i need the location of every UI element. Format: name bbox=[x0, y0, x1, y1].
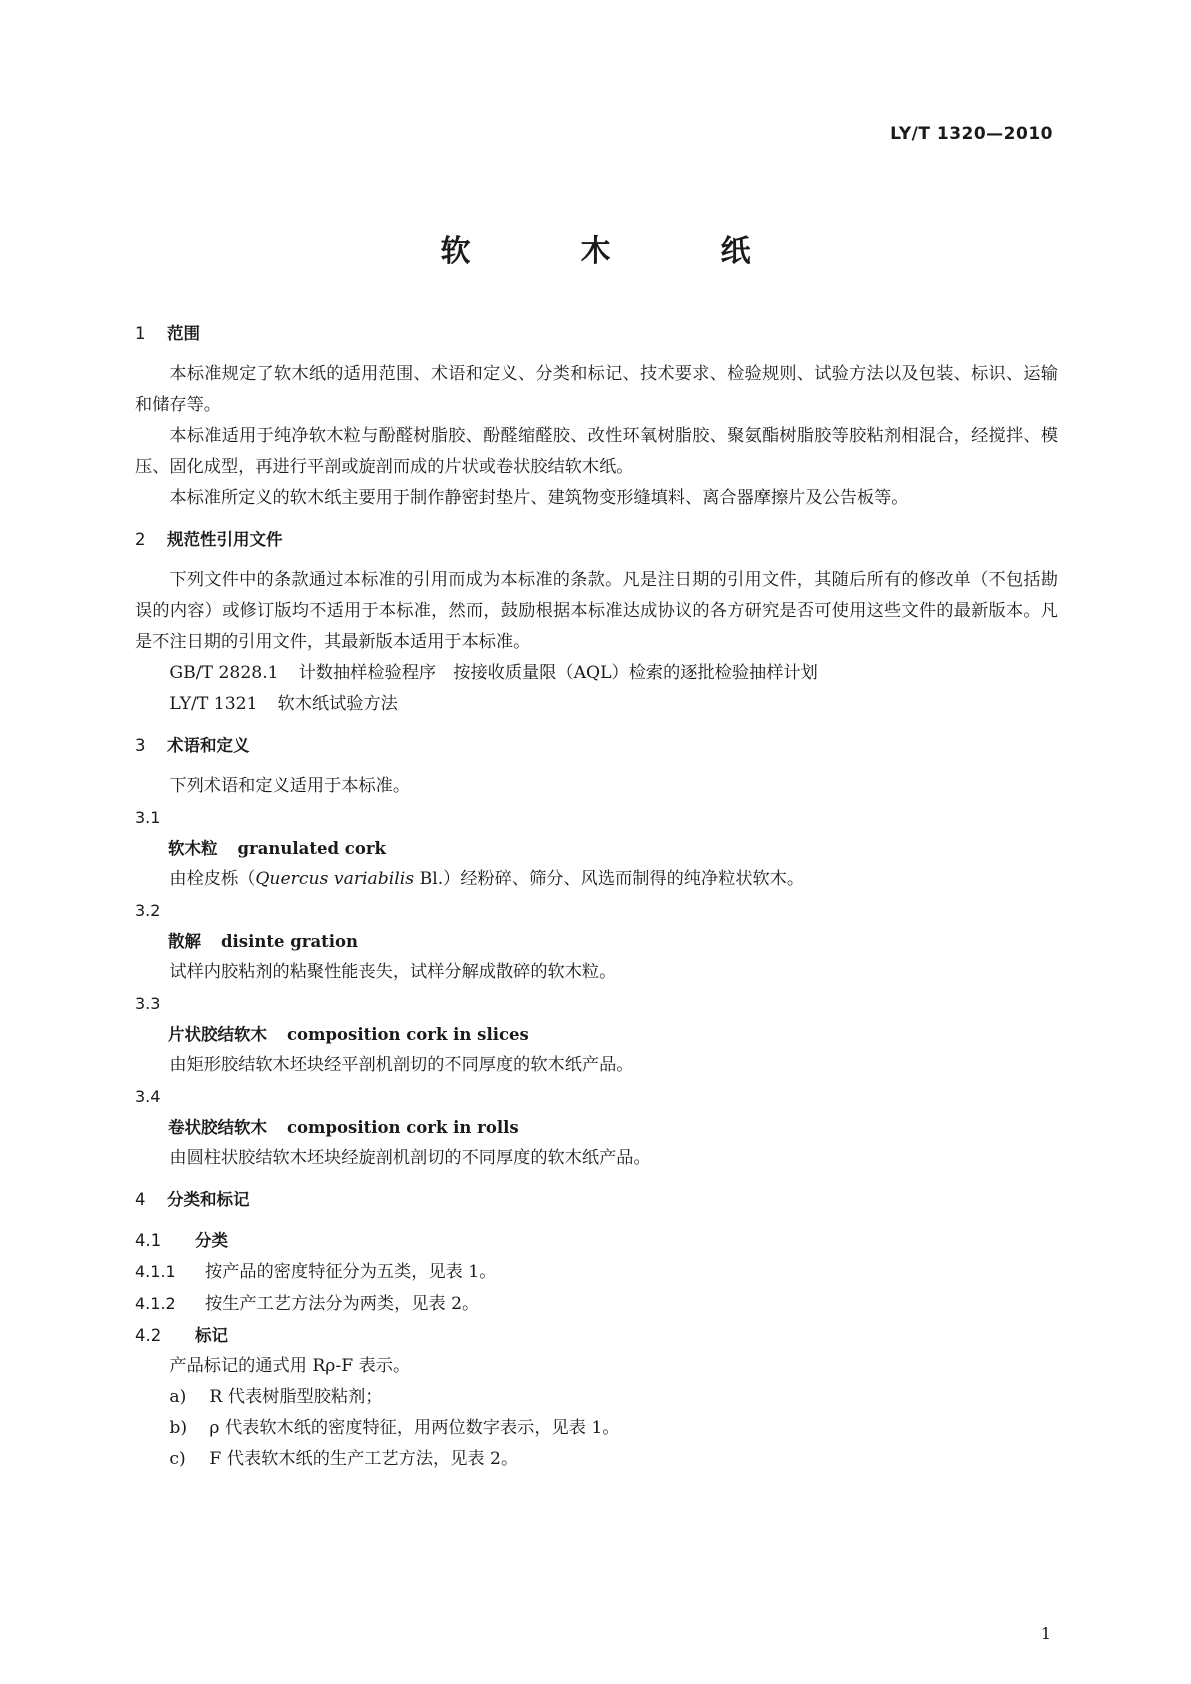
section-number: 4 bbox=[135, 1190, 146, 1209]
section-heading-terms bbox=[135, 730, 1058, 761]
section-title: 规范性引用文件 bbox=[167, 530, 283, 549]
list-item bbox=[135, 1382, 1058, 1413]
list-item bbox=[135, 1413, 1058, 1444]
list-text: R 代表树脂型胶粘剂； bbox=[209, 1387, 383, 1407]
clause-number: 4.1.1 bbox=[135, 1262, 176, 1281]
list-marker: b) bbox=[169, 1418, 188, 1438]
term-number: 3.3 bbox=[135, 994, 161, 1013]
section-number: 1 bbox=[135, 324, 146, 343]
section-number: 3 bbox=[135, 736, 146, 755]
paragraph: 本标准所定义的软木纸主要用于制作静密封垫片、建筑物变形缝填料、离合器摩擦片及公告板等。 bbox=[169, 488, 909, 508]
subsection-heading-marking bbox=[135, 1320, 1058, 1351]
section-title: 分类和标记 bbox=[167, 1190, 250, 1209]
term-zh: 卷状胶结软木 bbox=[168, 1118, 267, 1137]
subsection-number: 4.2 bbox=[135, 1326, 162, 1345]
standard-number: LY/T 1320—2010 bbox=[890, 124, 1053, 144]
clause-text: 按产品的密度特征分为五类，见表 1。 bbox=[205, 1262, 497, 1282]
term-en: composition cork in rolls bbox=[287, 1118, 519, 1137]
document-title: 软 木 纸 bbox=[440, 234, 791, 269]
paragraph: 本标准适用于纯净软木粒与酚醛树脂胶、酚醛缩醛胶、改性环氧树脂胶、聚氨酯树脂胶等胶粘剂相混合，经搅拌、模压、固化成型，再进行平剖或旋剖而成的片状或卷状胶结软木纸。 bbox=[135, 426, 1058, 477]
reference-code: LY/T 1321 bbox=[169, 694, 258, 714]
subsection-number: 4.1 bbox=[135, 1231, 162, 1250]
term-number: 3.1 bbox=[135, 808, 161, 827]
term-name bbox=[135, 833, 1058, 864]
clause bbox=[135, 1256, 1058, 1288]
definition-text: Bl.）经粉碎、筛分、风选而制得的纯净粒状软木。 bbox=[414, 869, 805, 889]
list-marker: a) bbox=[169, 1387, 187, 1407]
list-marker: c) bbox=[169, 1449, 186, 1469]
term-zh: 软木粒 bbox=[168, 839, 218, 858]
definition-text: 由栓皮栎（ bbox=[169, 869, 256, 889]
term-en: composition cork in slices bbox=[287, 1025, 529, 1044]
reference-item bbox=[135, 658, 1058, 689]
clause-number: 4.1.2 bbox=[135, 1294, 176, 1313]
list-item bbox=[135, 1444, 1058, 1475]
section-title: 术语和定义 bbox=[167, 736, 250, 755]
paragraph: 下列文件中的条款通过本标准的引用而成为本标准的条款。凡是注日期的引用文件，其随后所有的修改单（不包括勘误的内容）或修订版均不适用于本标准，然而，鼓励根据本标准达成协议的各方研究是否可使用这些文件的最新版本。凡是不注日期的引用文件，其最新版本适用于本标准。 bbox=[135, 570, 1058, 652]
term-definition bbox=[135, 864, 1058, 895]
subsection-title: 分类 bbox=[195, 1231, 228, 1250]
species-name: Quercus variabilis bbox=[255, 869, 415, 889]
clause bbox=[135, 1288, 1058, 1320]
clause-text: 按生产工艺方法分为两类，见表 2。 bbox=[205, 1294, 480, 1314]
section-heading-normative-references bbox=[135, 524, 1058, 555]
term-definition: 由圆柱状胶结软木坯块经旋剖机剖切的不同厚度的软木纸产品。 bbox=[169, 1148, 651, 1168]
term-name bbox=[135, 926, 1058, 957]
list-text: F 代表软木纸的生产工艺方法，见表 2。 bbox=[209, 1449, 519, 1469]
list-text: ρ 代表软木纸的密度特征，用两位数字表示，见表 1。 bbox=[209, 1418, 620, 1438]
page-number: 1 bbox=[1040, 1624, 1051, 1643]
section-number: 2 bbox=[135, 530, 146, 549]
term-name bbox=[135, 1019, 1058, 1050]
reference-code: GB/T 2828.1 bbox=[169, 663, 279, 683]
term-name bbox=[135, 1112, 1058, 1143]
reference-title: 计数抽样检验程序 按接收质量限（AQL）检索的逐批检验抽样计划 bbox=[298, 663, 818, 683]
term-number: 3.2 bbox=[135, 901, 161, 920]
reference-item bbox=[135, 689, 1058, 720]
term-definition: 由矩形胶结软木坯块经平剖机剖切的不同厚度的软木纸产品。 bbox=[169, 1055, 634, 1075]
term-number: 3.4 bbox=[135, 1087, 161, 1106]
document-body bbox=[135, 318, 1058, 1475]
term-zh: 散解 bbox=[168, 932, 201, 951]
term-definition: 试样内胶粘剂的粘聚性能丧失，试样分解成散碎的软木粒。 bbox=[169, 962, 617, 982]
subsection-heading-classification bbox=[135, 1225, 1058, 1256]
paragraph: 本标准规定了软木纸的适用范围、术语和定义、分类和标记、技术要求、检验规则、试验方法以及包装、标识、运输和储存等。 bbox=[135, 364, 1058, 415]
reference-title: 软木纸试验方法 bbox=[277, 694, 398, 714]
section-heading-scope bbox=[135, 318, 1058, 349]
section-title: 范围 bbox=[167, 324, 200, 343]
subsection-title: 标记 bbox=[195, 1326, 228, 1345]
paragraph: 下列术语和定义适用于本标准。 bbox=[169, 776, 411, 796]
section-heading-classification bbox=[135, 1184, 1058, 1215]
term-en: disinte gration bbox=[221, 932, 359, 951]
term-zh: 片状胶结软木 bbox=[168, 1025, 267, 1044]
term-en: granulated cork bbox=[237, 839, 386, 858]
paragraph: 产品标记的通式用 Rρ-F 表示。 bbox=[169, 1356, 411, 1376]
